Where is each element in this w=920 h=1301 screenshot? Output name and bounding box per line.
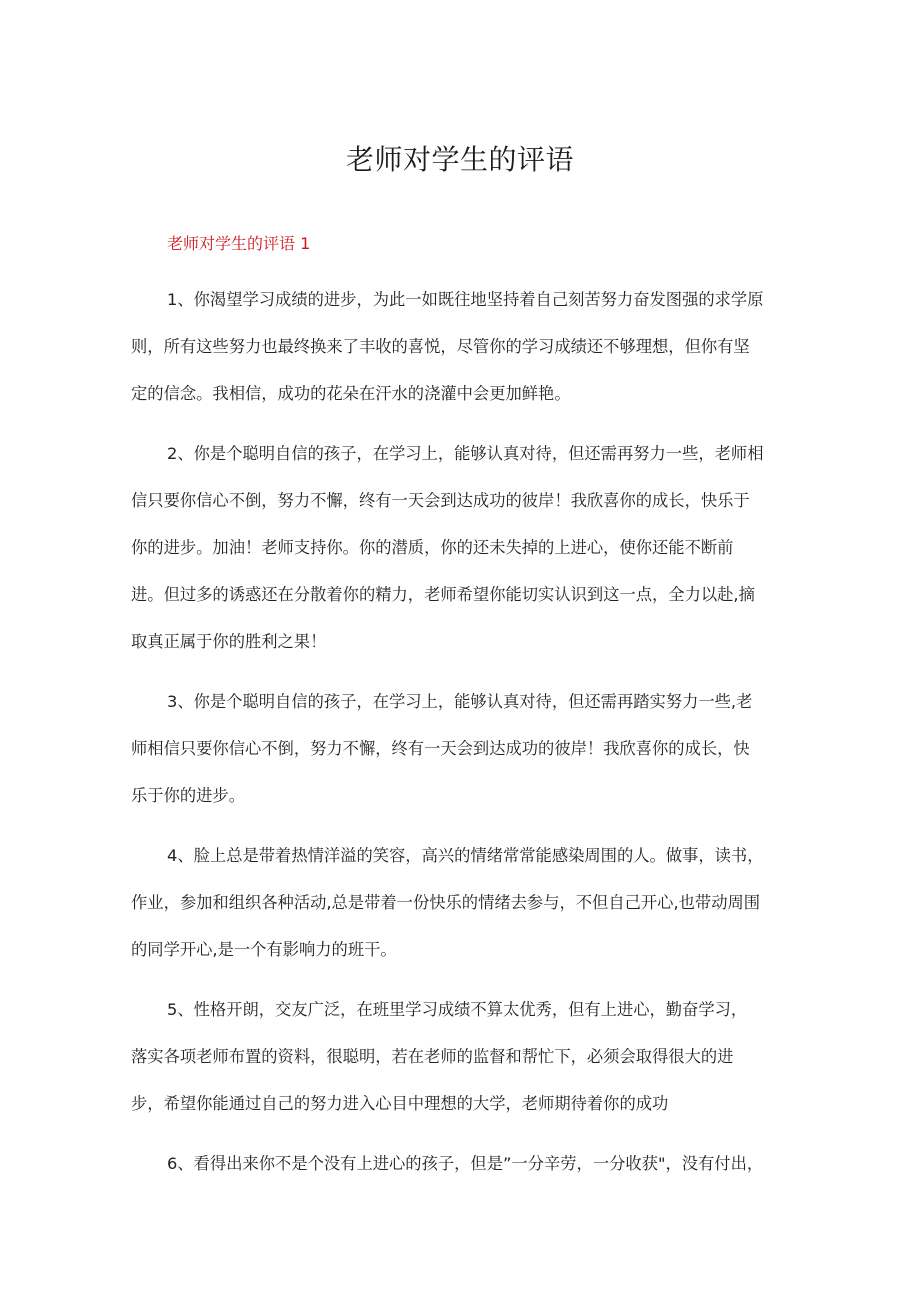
paragraph-line: 信只要你信心不倒，努力不懈，终有一天会到达成功的彼岸！我欣喜你的成长，快乐于 [131,491,750,510]
paragraph [131,276,811,417]
paragraph-line: 进。但过多的诱惑还在分散着你的精力，老师希望你能切实认识到这一点，全力以赴,摘 [131,585,755,604]
paragraph-line: 4、脸上总是带着热情洋溢的笑容，高兴的情绪常常能感染周围的人。做事，读书， [167,846,764,865]
paragraph-line: 步，希望你能通过自己的努力进入心目中理想的大学，老师期待着你的成功 [131,1094,669,1113]
paragraph-line: 落实各项老师布置的资料，很聪明，若在老师的监督和帮忙下，必须会取得很大的进 [131,1047,734,1066]
section-heading: 老师对学生的评语 1 [167,234,311,253]
paragraph-line: 6、看得出来你不是个没有上进心的孩子，但是”一分辛劳，一分收获"，没有付出， [167,1154,764,1173]
paragraph-line: 取真正属于你的胜利之果！ [131,632,327,651]
paragraph-line: 定的信念。我相信，成功的花朵在汗水的浇灌中会更加鲜艳。 [131,384,571,403]
document-title: 老师对学生的评语 [345,143,574,176]
paragraph-line: 作业，参加和组织各种活动,总是带着一份快乐的情绪去参与，不但自己开心,也带动周围 [131,893,761,912]
paragraph [131,832,811,973]
paragraph [131,430,811,665]
paragraph-line: 乐于你的进步。 [131,786,245,805]
paragraph-line: 5、性格开朗，交友广泛，在班里学习成绩不算太优秀，但有上进心，勤奋学习， [167,1000,748,1019]
paragraph-line: 2、你是个聪明自信的孩子，在学习上，能够认真对待，但还需再努力一些，老师相 [167,444,764,463]
paragraph [131,678,811,819]
paragraph [131,1140,811,1187]
document-body [131,276,811,1200]
paragraph [131,986,811,1127]
paragraph-line: 师相信只要你信心不倒，努力不懈，终有一天会到达成功的彼岸！我欣喜你的成长，快 [131,739,750,758]
paragraph-line: 3、你是个聪明自信的孩子，在学习上，能够认真对待，但还需再踏实努力一些,老 [167,692,753,711]
paragraph-line: 1、你渴望学习成绩的进步，为此一如既往地坚持着自己刻苦努力奋发图强的求学原 [167,290,764,309]
paragraph-line: 你的进步。加油！老师支持你。你的潜质，你的还未失掉的上进心，使你还能不断前 [131,538,734,557]
paragraph-line: 的同学开心,是一个有影响力的班干。 [131,940,397,959]
paragraph-line: 则，所有这些努力也最终换来了丰收的喜悦，尽管你的学习成绩还不够理想，但你有坚 [131,337,750,356]
